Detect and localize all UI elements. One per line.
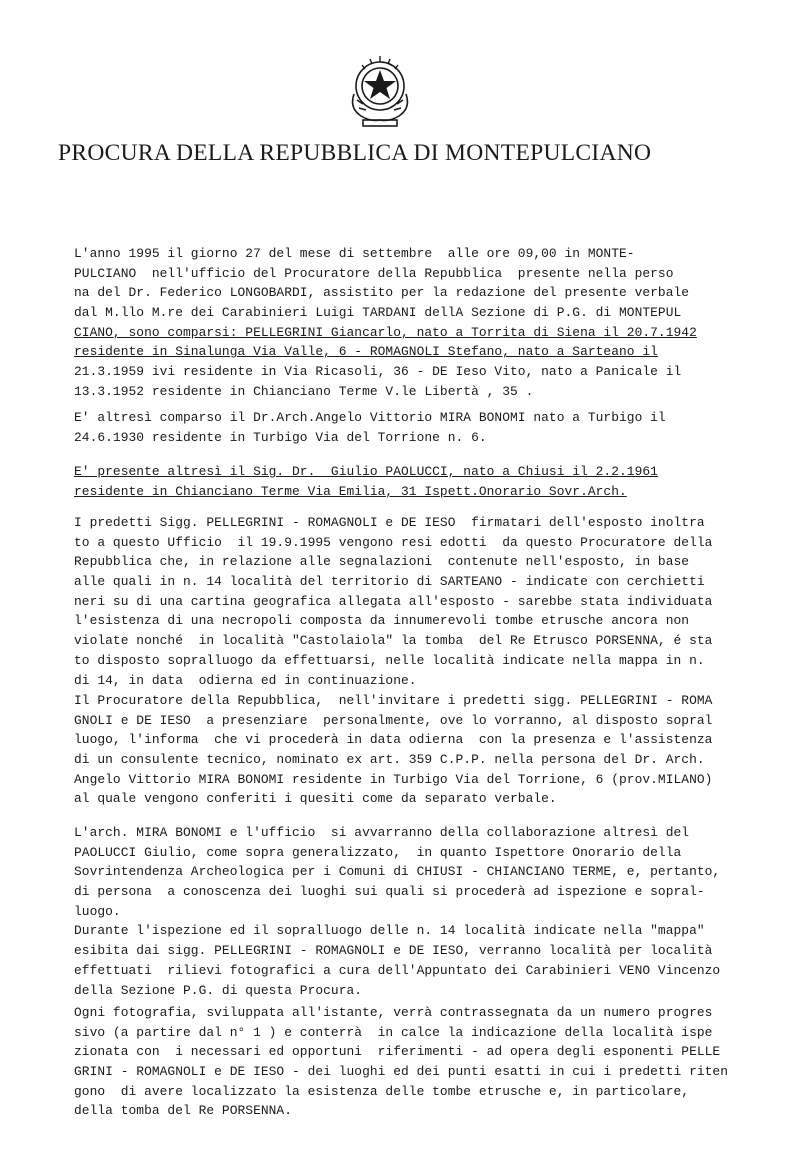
page-title: PROCURA DELLA REPUBBLICA DI MONTEPULCIANO: [58, 140, 652, 166]
text-line: dal M.llo M.re dei Carabinieri Luigi TARDANI dellA Sezione di P.G. di MONTEPUL: [74, 305, 682, 321]
text-line: di 14, in data odierna ed in continuazione.: [74, 672, 417, 688]
text-line: residente in Sinalunga Via Valle, 6 - ROMAGNOLI Stefano, nato a Sarteano il: [74, 344, 658, 360]
text-line: di persona a conoscenza dei luoghi sui quali si procederà ad ispezione e sopral-: [74, 884, 705, 900]
text-line: luogo.: [74, 903, 121, 919]
text-line: Angelo Vittorio MIRA BONOMI residente in Turbigo Via del Torrione, 6 (prov.MILANO): [74, 771, 713, 787]
text-line: gono di avere localizzato la esistenza delle tombe etrusche e, in particolare,: [74, 1083, 690, 1099]
paragraph-consultant: [74, 408, 764, 447]
text-line: L'anno 1995 il giorno 27 del mese di settembre alle ore 09,00 in MONTE-: [74, 246, 635, 261]
text-line: to a questo Ufficio il 19.9.1995 vengono resi edotti da questo Procuratore della: [74, 534, 713, 550]
text-line: l'esistenza di una necropoli composta da innumerevoli tombe etrusche ancora non: [74, 613, 690, 629]
paragraph-intro: [74, 244, 764, 402]
text-line: violate nonché in località "Castolaiola" la tomba del Re Etrusco PORSENNA, é sta: [74, 633, 713, 649]
paragraph-prosecutor: [74, 691, 764, 809]
text-line: luogo, l'informa che vi procederà in data odierna con la presenza e l'assistenza: [74, 732, 713, 748]
text-line: 24.6.1930 residente in Turbigo Via del Torrione n. 6.: [74, 429, 487, 445]
italian-republic-emblem-icon: [343, 50, 417, 130]
text-line: L'arch. MIRA BONOMI e l'ufficio si avvarranno della collaborazione altresì del: [74, 825, 690, 840]
text-line: I predetti Sigg. PELLEGRINI - ROMAGNOLI e DE IESO firmatari dell'esposto inoltra: [74, 515, 705, 530]
text-line: Il Procuratore della Repubblica, nell'invitare i predetti sigg. PELLEGRINI - ROMA: [74, 693, 713, 708]
paragraph-collaboration: [74, 823, 764, 1000]
text-line: neri su di una cartina geografica allegata all'esposto - sarebbe stata individuata: [74, 593, 713, 609]
text-line: alle quali in n. 14 località del territorio di SARTEANO - indicate con cerchietti: [74, 574, 705, 590]
text-line: GRINI - ROMAGNOLI e DE IESO - dei luoghi ed dei punti esatti in cui i predetti riten: [74, 1064, 728, 1080]
text-line: Ogni fotografia, sviluppata all'istante, verrà contrassegnata da un numero progres: [74, 1005, 713, 1020]
text-line: PULCIANO nell'ufficio del Procuratore della Repubblica presente nella perso: [74, 265, 674, 281]
text-line: esibita dai sigg. PELLEGRINI - ROMAGNOLI e DE IESO, verranno località per località: [74, 943, 713, 959]
text-line: 21.3.1959 ivi residente in Via Ricasoli, 36 - DE Ieso Vito, nato a Panicale il: [74, 364, 682, 380]
text-line: 13.3.1952 residente in Chianciano Terme V.le Libertà , 35 .: [74, 383, 534, 399]
paragraph-exposition: [74, 513, 764, 690]
text-line: Sovrintendenza Archeologica per i Comuni di CHIUSI - CHIANCIANO TERME, e, pertanto,: [74, 864, 721, 880]
text-line: della Sezione P.G. di questa Procura.: [74, 982, 363, 998]
text-line: della tomba del Re PORSENNA.: [74, 1103, 292, 1119]
text-line: PAOLUCCI Giulio, come sopra generalizzato, in quanto Ispettore Onorario della: [74, 844, 682, 860]
text-line: effettuati rilievi fotografici a cura dell'Appuntato dei Carabinieri VENO Vincenzo: [74, 962, 721, 978]
text-line: al quale vengono conferiti i quesiti come da separato verbale.: [74, 791, 557, 807]
text-line: na del Dr. Federico LONGOBARDI, assistito per la redazione del presente verbale: [74, 285, 690, 301]
text-line: GNOLI e DE IESO a presenziare personalmente, ove lo vorranno, al disposto sopral: [74, 712, 713, 728]
text-line: E' presente altresì il Sig. Dr. Giulio PAOLUCCI, nato a Chiusi il 2.2.1961: [74, 464, 658, 479]
text-line: di un consulente tecnico, nominato ex art. 359 C.P.P. nella persona del Dr. Arch.: [74, 752, 705, 768]
text-line: to disposto sopralluogo da effettuarsi, nelle località indicate nella mappa in n.: [74, 652, 705, 668]
text-line: Repubblica che, in relazione alle segnalazioni contenute nell'esposto, in base: [74, 554, 690, 570]
paragraph-photographs: [74, 1003, 764, 1121]
text-line: CIANO, sono comparsi: PELLEGRINI Giancarlo, nato a Torrita di Siena il 20.7.1942: [74, 324, 697, 340]
text-line: E' altresì comparso il Dr.Arch.Angelo Vittorio MIRA BONOMI nato a Turbigo il: [74, 410, 666, 425]
text-line: sivo (a partire dal n° 1 ) e conterrà in calce la indicazione della località ispe: [74, 1024, 713, 1040]
paragraph-inspector: [74, 462, 764, 501]
text-line: zionata con i necessari ed opportuni riferimenti - ad opera degli esponenti PELLE: [74, 1044, 721, 1060]
text-line: residente in Chianciano Terme Via Emilia, 31 Ispett.Onorario Sovr.Arch.: [74, 483, 627, 499]
text-line: Durante l'ispezione ed il sopralluogo delle n. 14 località indicate nella "mappa": [74, 923, 705, 939]
